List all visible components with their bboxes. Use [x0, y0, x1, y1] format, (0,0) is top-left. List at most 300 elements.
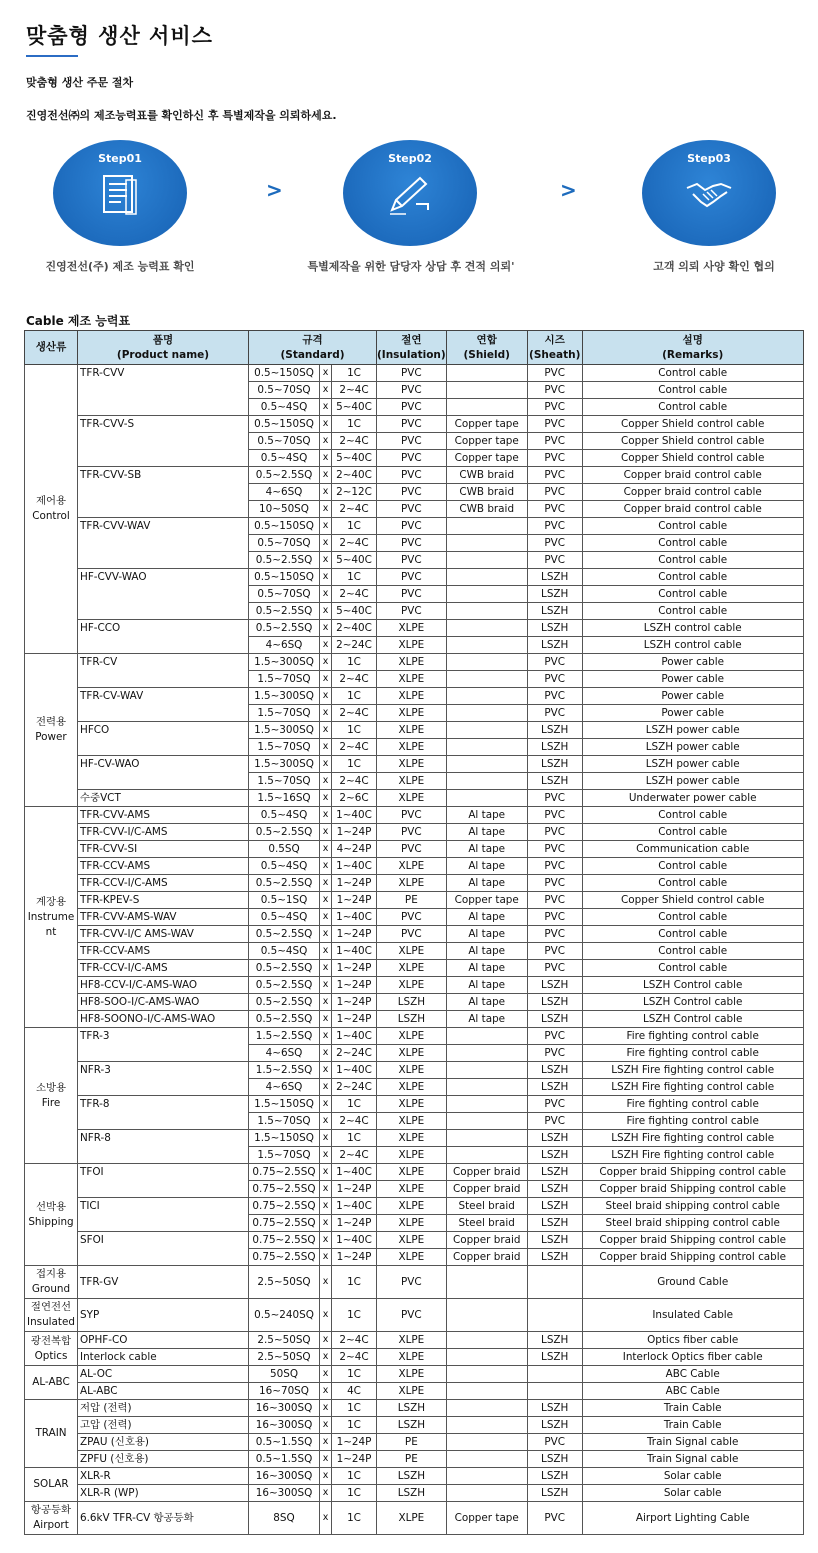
remarks-cell: Control cable	[582, 535, 803, 552]
size-cell: 1.5~70SQ	[249, 705, 320, 722]
shield-cell	[446, 1113, 527, 1130]
size-cell: 0.75~2.5SQ	[249, 1249, 320, 1266]
shield-cell: CWB braid	[446, 484, 527, 501]
shield-cell	[446, 1266, 527, 1299]
product-name-cell: HF8-SOONO-I/C-AMS-WAO	[78, 1011, 249, 1028]
shield-cell	[446, 365, 527, 382]
x-cell: x	[320, 1198, 332, 1215]
shield-cell: Al tape	[446, 1011, 527, 1028]
sheath-cell: PVC	[527, 501, 582, 518]
insulation-cell: XLPE	[377, 756, 447, 773]
product-name-cell: HF8-CCV-I/C-AMS-WAO	[78, 977, 249, 994]
table-row	[25, 756, 804, 773]
x-cell: x	[320, 1332, 332, 1349]
x-cell: x	[320, 909, 332, 926]
sheath-cell: PVC	[527, 875, 582, 892]
size-cell: 0.5~2.5SQ	[249, 620, 320, 637]
insulation-cell: XLPE	[377, 739, 447, 756]
shield-cell	[446, 1349, 527, 1366]
remarks-cell: Copper Shield control cable	[582, 433, 803, 450]
cores-cell: 2~40C	[332, 620, 377, 637]
intro-text: 진영전선㈜의 제조능력표를 확인하신 후 특별제작을 의뢰하세요.	[26, 109, 337, 122]
step-2-circle	[343, 140, 477, 246]
shield-cell: Copper tape	[446, 1502, 527, 1535]
size-cell: 0.5~2.5SQ	[249, 926, 320, 943]
sheath-cell: LSZH	[527, 1079, 582, 1096]
x-cell: x	[320, 790, 332, 807]
sheath-cell: LSZH	[527, 1485, 582, 1502]
size-cell: 0.5~150SQ	[249, 365, 320, 382]
sheath-cell: LSZH	[527, 1400, 582, 1417]
table-row	[25, 1011, 804, 1028]
x-cell: x	[320, 1349, 332, 1366]
remarks-cell: Control cable	[582, 365, 803, 382]
cores-cell: 2~4C	[332, 501, 377, 518]
remarks-cell: Control cable	[582, 569, 803, 586]
shield-cell: CWB braid	[446, 467, 527, 484]
table-row	[25, 1502, 804, 1535]
product-name-cell: NFR-8	[78, 1130, 249, 1164]
product-name-cell: HFCO	[78, 722, 249, 756]
product-name-cell: 저압 (전력)	[78, 1400, 249, 1417]
remarks-cell: Power cable	[582, 654, 803, 671]
table-row	[25, 1232, 804, 1249]
size-cell: 0.5~4SQ	[249, 909, 320, 926]
step-3-label: Step03	[687, 152, 731, 165]
cores-cell: 2~4C	[332, 739, 377, 756]
shield-cell	[446, 722, 527, 739]
cores-cell: 1~24P	[332, 994, 377, 1011]
category-label: 전력용	[35, 716, 67, 728]
shield-cell: Al tape	[446, 994, 527, 1011]
shield-cell	[446, 569, 527, 586]
x-cell: x	[320, 1181, 332, 1198]
x-cell: x	[320, 501, 332, 518]
shield-cell: Copper braid	[446, 1181, 527, 1198]
table-caption: Cable 제조 능력표	[26, 314, 131, 328]
category-cell	[25, 1164, 78, 1266]
product-name-cell: ZPAU (신호용)	[78, 1434, 249, 1451]
cores-cell: 1~24P	[332, 960, 377, 977]
remarks-cell: LSZH Fire fighting control cable	[582, 1147, 803, 1164]
remarks-cell: Copper braid control cable	[582, 484, 803, 501]
sheath-cell	[527, 1299, 582, 1332]
size-cell: 1.5~300SQ	[249, 654, 320, 671]
remarks-cell: Communication cable	[582, 841, 803, 858]
x-cell: x	[320, 1299, 332, 1332]
cores-cell: 5~40C	[332, 603, 377, 620]
sheath-cell: PVC	[527, 688, 582, 705]
sheath-cell: PVC	[527, 841, 582, 858]
product-name-cell: OPHF-CO	[78, 1332, 249, 1349]
shield-cell	[446, 1366, 527, 1383]
shield-cell	[446, 1079, 527, 1096]
shield-cell: Al tape	[446, 875, 527, 892]
cores-cell: 2~12C	[332, 484, 377, 501]
x-cell: x	[320, 1096, 332, 1113]
remarks-cell: Control cable	[582, 943, 803, 960]
shield-cell: Al tape	[446, 807, 527, 824]
insulation-cell: PVC	[377, 382, 447, 399]
shield-cell: Copper tape	[446, 416, 527, 433]
category-label: 절연전선	[30, 1301, 72, 1313]
shield-cell	[446, 1400, 527, 1417]
category-label: AL-ABC	[32, 1376, 70, 1388]
product-name-cell: TFR-KPEV-S	[78, 892, 249, 909]
shield-cell	[446, 1417, 527, 1434]
insulation-cell: LSZH	[377, 1400, 447, 1417]
size-cell: 0.75~2.5SQ	[249, 1232, 320, 1249]
remarks-cell: Control cable	[582, 807, 803, 824]
header-insulation: 절연 (Insulation)	[377, 331, 447, 365]
sheath-cell: PVC	[527, 484, 582, 501]
remarks-cell: Power cable	[582, 705, 803, 722]
insulation-cell: XLPE	[377, 722, 447, 739]
cores-cell: 2~4C	[332, 535, 377, 552]
category-label: Ground	[31, 1283, 71, 1295]
remarks-cell: Underwater power cable	[582, 790, 803, 807]
sheath-cell: PVC	[527, 1434, 582, 1451]
table-row	[25, 1096, 804, 1113]
product-name-cell: 6.6kV TFR-CV 항공등화	[78, 1502, 249, 1535]
shield-cell	[446, 1332, 527, 1349]
product-name-cell: TFR-3	[78, 1028, 249, 1062]
table-row	[25, 654, 804, 671]
shield-cell: Al tape	[446, 977, 527, 994]
x-cell: x	[320, 892, 332, 909]
sheath-cell: LSZH	[527, 1164, 582, 1181]
remarks-cell: LSZH power cable	[582, 773, 803, 790]
step-arrow-2: >	[560, 178, 577, 202]
table-row	[25, 790, 804, 807]
product-name-cell: TFR-CV-WAV	[78, 688, 249, 722]
x-cell: x	[320, 807, 332, 824]
header-category: 생산류	[25, 331, 78, 365]
size-cell: 0.5~1SQ	[249, 892, 320, 909]
x-cell: x	[320, 739, 332, 756]
insulation-cell: XLPE	[377, 1332, 447, 1349]
insulation-cell: PVC	[377, 1266, 447, 1299]
remarks-cell: Copper braid Shipping control cable	[582, 1232, 803, 1249]
x-cell: x	[320, 943, 332, 960]
sheath-cell: LSZH	[527, 620, 582, 637]
shield-cell	[446, 1062, 527, 1079]
size-cell: 1.5~70SQ	[249, 671, 320, 688]
product-name-cell: XLR-R	[78, 1468, 249, 1485]
remarks-cell: LSZH Fire fighting control cable	[582, 1130, 803, 1147]
insulation-cell: XLPE	[377, 1130, 447, 1147]
insulation-cell: XLPE	[377, 1383, 447, 1400]
product-name-cell: TFOI	[78, 1164, 249, 1198]
cores-cell: 1C	[332, 1502, 377, 1535]
category-label: Power	[35, 731, 67, 743]
sheath-cell: PVC	[527, 382, 582, 399]
x-cell: x	[320, 1011, 332, 1028]
product-name-cell: TFR-CVV-SI	[78, 841, 249, 858]
product-name-cell: ZPFU (신호용)	[78, 1451, 249, 1468]
header-sheath: 시즈 (Sheath)	[527, 331, 582, 365]
shield-cell: CWB braid	[446, 501, 527, 518]
x-cell: x	[320, 1232, 332, 1249]
shield-cell	[446, 790, 527, 807]
cores-cell: 5~40C	[332, 450, 377, 467]
product-name-cell: NFR-3	[78, 1062, 249, 1096]
category-cell	[25, 1299, 78, 1332]
table-row	[25, 960, 804, 977]
insulation-cell: PVC	[377, 909, 447, 926]
cores-cell: 4C	[332, 1383, 377, 1400]
product-name-cell: TFR-CVV-SB	[78, 467, 249, 518]
cores-cell: 1C	[332, 1417, 377, 1434]
size-cell: 0.75~2.5SQ	[249, 1215, 320, 1232]
table-row	[25, 977, 804, 994]
insulation-cell: PE	[377, 1434, 447, 1451]
product-name-cell: AL-ABC	[78, 1383, 249, 1400]
size-cell: 1.5~70SQ	[249, 739, 320, 756]
remarks-cell: LSZH control cable	[582, 637, 803, 654]
product-name-cell: TFR-CVV-I/C AMS-WAV	[78, 926, 249, 943]
remarks-cell: Steel braid shipping control cable	[582, 1198, 803, 1215]
x-cell: x	[320, 960, 332, 977]
remarks-cell: LSZH Control cable	[582, 977, 803, 994]
product-name-cell: SYP	[78, 1299, 249, 1332]
size-cell: 0.5~2.5SQ	[249, 552, 320, 569]
insulation-cell: PVC	[377, 450, 447, 467]
insulation-cell: XLPE	[377, 1181, 447, 1198]
category-label: nt	[45, 925, 57, 938]
shield-cell	[446, 518, 527, 535]
size-cell: 0.5~240SQ	[249, 1299, 320, 1332]
size-cell: 0.5~2.5SQ	[249, 824, 320, 841]
step-1-caption: 진영전선(주) 제조 능력표 확인	[45, 260, 195, 273]
category-label: Airport	[33, 1519, 69, 1531]
cores-cell: 1C	[332, 1130, 377, 1147]
remarks-cell: Optics fiber cable	[582, 1332, 803, 1349]
insulation-cell: XLPE	[377, 1147, 447, 1164]
table-row	[25, 1417, 804, 1434]
x-cell: x	[320, 722, 332, 739]
size-cell: 16~300SQ	[249, 1485, 320, 1502]
step-2-caption: 특별제작을 위한 담당자 상담 후 견적 의뢰'	[307, 260, 515, 273]
sheath-cell: LSZH	[527, 1011, 582, 1028]
x-cell: x	[320, 756, 332, 773]
cores-cell: 2~24C	[332, 1045, 377, 1062]
cores-cell: 1C	[332, 756, 377, 773]
table-row	[25, 1434, 804, 1451]
cores-cell: 1~24P	[332, 1215, 377, 1232]
sheath-cell: PVC	[527, 365, 582, 382]
remarks-cell: Control cable	[582, 382, 803, 399]
cores-cell: 1~24P	[332, 1434, 377, 1451]
remarks-cell: Train Cable	[582, 1400, 803, 1417]
x-cell: x	[320, 1417, 332, 1434]
shield-cell	[446, 705, 527, 722]
product-name-cell: AL-OC	[78, 1366, 249, 1383]
remarks-cell: ABC Cable	[582, 1366, 803, 1383]
insulation-cell: PVC	[377, 535, 447, 552]
x-cell: x	[320, 654, 332, 671]
sheath-cell: LSZH	[527, 739, 582, 756]
size-cell: 0.5~2.5SQ	[249, 1011, 320, 1028]
category-label: Shipping	[28, 1215, 74, 1228]
size-cell: 0.75~2.5SQ	[249, 1181, 320, 1198]
insulation-cell: PVC	[377, 926, 447, 943]
size-cell: 0.5~4SQ	[249, 858, 320, 875]
shield-cell: Copper braid	[446, 1249, 527, 1266]
insulation-cell: XLPE	[377, 1349, 447, 1366]
size-cell: 0.5~150SQ	[249, 569, 320, 586]
category-cell	[25, 1468, 78, 1502]
cores-cell: 2~4C	[332, 1113, 377, 1130]
shield-cell	[446, 535, 527, 552]
product-name-cell: TFR-CCV-I/C-AMS	[78, 960, 249, 977]
table-row	[25, 892, 804, 909]
shield-cell	[446, 637, 527, 654]
x-cell: x	[320, 926, 332, 943]
size-cell: 50SQ	[249, 1366, 320, 1383]
cores-cell: 1~24P	[332, 875, 377, 892]
size-cell: 8SQ	[249, 1502, 320, 1535]
size-cell: 1.5~2.5SQ	[249, 1062, 320, 1079]
remarks-cell: Copper Shield control cable	[582, 416, 803, 433]
insulation-cell: XLPE	[377, 688, 447, 705]
product-name-cell: SFOI	[78, 1232, 249, 1266]
x-cell: x	[320, 1266, 332, 1299]
remarks-cell: Train Cable	[582, 1417, 803, 1434]
header-standard: 규격 (Standard)	[249, 331, 377, 365]
shield-cell	[446, 382, 527, 399]
category-label: SOLAR	[33, 1478, 69, 1490]
shield-cell	[446, 1383, 527, 1400]
category-cell	[25, 1400, 78, 1468]
shield-cell: Al tape	[446, 824, 527, 841]
x-cell: x	[320, 637, 332, 654]
product-name-cell: TFR-CVV-AMS	[78, 807, 249, 824]
remarks-cell: Control cable	[582, 875, 803, 892]
sheath-cell: LSZH	[527, 1417, 582, 1434]
cores-cell: 5~40C	[332, 552, 377, 569]
step-2-label: Step02	[388, 152, 432, 165]
x-cell: x	[320, 1079, 332, 1096]
shield-cell	[446, 586, 527, 603]
table-row	[25, 365, 804, 382]
x-cell: x	[320, 705, 332, 722]
size-cell: 2.5~50SQ	[249, 1266, 320, 1299]
insulation-cell: XLPE	[377, 773, 447, 790]
sheath-cell: LSZH	[527, 1451, 582, 1468]
cores-cell: 1~24P	[332, 926, 377, 943]
insulation-cell: PVC	[377, 416, 447, 433]
step-1-circle	[53, 140, 187, 246]
category-label: Fire	[41, 1096, 61, 1109]
product-name-cell: HF8-SOO-I/C-AMS-WAO	[78, 994, 249, 1011]
cores-cell: 2~24C	[332, 637, 377, 654]
sheath-cell: PVC	[527, 1028, 582, 1045]
remarks-cell: Fire fighting control cable	[582, 1096, 803, 1113]
size-cell: 0.5~2.5SQ	[249, 960, 320, 977]
sheath-cell: PVC	[527, 1045, 582, 1062]
size-cell: 1.5~70SQ	[249, 1113, 320, 1130]
remarks-cell: LSZH power cable	[582, 739, 803, 756]
category-label: TRAIN	[35, 1427, 67, 1439]
sheath-cell: PVC	[527, 807, 582, 824]
table-row	[25, 1198, 804, 1215]
sheath-cell: PVC	[527, 790, 582, 807]
sheath-cell	[527, 1383, 582, 1400]
category-label: Control	[32, 510, 70, 522]
x-cell: x	[320, 824, 332, 841]
cores-cell: 1~24P	[332, 977, 377, 994]
category-label: 계장용	[35, 895, 67, 908]
category-cell	[25, 1366, 78, 1400]
sheath-cell: LSZH	[527, 1468, 582, 1485]
cores-cell: 1C	[332, 365, 377, 382]
sheath-cell: LSZH	[527, 1215, 582, 1232]
remarks-cell: Control cable	[582, 518, 803, 535]
remarks-cell: LSZH power cable	[582, 756, 803, 773]
remarks-cell: ABC Cable	[582, 1383, 803, 1400]
step-3-circle	[642, 140, 776, 246]
category-label: Optics	[34, 1349, 68, 1362]
table-row	[25, 1062, 804, 1079]
remarks-cell: Copper braid control cable	[582, 501, 803, 518]
category-cell	[25, 1332, 78, 1366]
insulation-cell: XLPE	[377, 1215, 447, 1232]
size-cell: 0.75~2.5SQ	[249, 1164, 320, 1181]
sheath-cell: PVC	[527, 671, 582, 688]
step-1-label: Step01	[98, 152, 142, 165]
x-cell: x	[320, 773, 332, 790]
header-shield: 연합 (Shield)	[446, 331, 527, 365]
x-cell: x	[320, 841, 332, 858]
cores-cell: 2~6C	[332, 790, 377, 807]
x-cell: x	[320, 1215, 332, 1232]
table-row	[25, 1349, 804, 1366]
remarks-cell: LSZH Control cable	[582, 994, 803, 1011]
insulation-cell: PVC	[377, 807, 447, 824]
product-name-cell: 고압 (전력)	[78, 1417, 249, 1434]
sheath-cell: LSZH	[527, 1147, 582, 1164]
sheath-cell	[527, 1366, 582, 1383]
remarks-cell: Control cable	[582, 824, 803, 841]
insulation-cell: PE	[377, 892, 447, 909]
x-cell: x	[320, 382, 332, 399]
sheath-cell: LSZH	[527, 1130, 582, 1147]
insulation-cell: XLPE	[377, 790, 447, 807]
x-cell: x	[320, 858, 332, 875]
size-cell: 10~50SQ	[249, 501, 320, 518]
cores-cell: 1C	[332, 569, 377, 586]
category-label: 항공등화	[30, 1504, 72, 1516]
remarks-cell: Control cable	[582, 909, 803, 926]
insulation-cell: LSZH	[377, 1011, 447, 1028]
table-row	[25, 841, 804, 858]
sheath-cell: PVC	[527, 926, 582, 943]
category-cell	[25, 1028, 78, 1164]
cores-cell: 1~40C	[332, 807, 377, 824]
insulation-cell: XLPE	[377, 977, 447, 994]
x-cell: x	[320, 1468, 332, 1485]
sheath-cell: PVC	[527, 450, 582, 467]
cores-cell: 1~24P	[332, 892, 377, 909]
cores-cell: 1~24P	[332, 824, 377, 841]
remarks-cell: Ground Cable	[582, 1266, 803, 1299]
size-cell: 16~70SQ	[249, 1383, 320, 1400]
insulation-cell: XLPE	[377, 1062, 447, 1079]
cores-cell: 1C	[332, 1400, 377, 1417]
x-cell: x	[320, 671, 332, 688]
remarks-cell: LSZH Control cable	[582, 1011, 803, 1028]
